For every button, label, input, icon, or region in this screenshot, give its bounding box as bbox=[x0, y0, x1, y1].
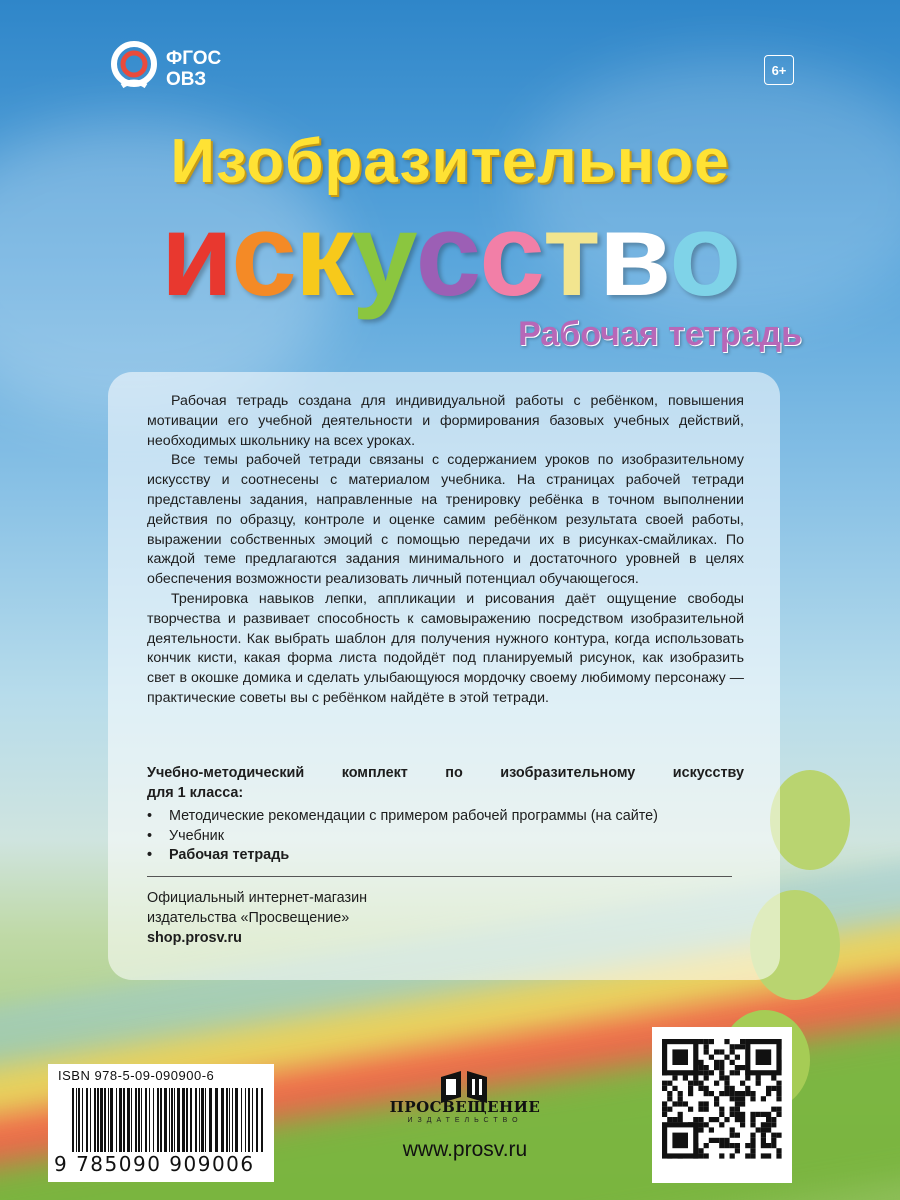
description-paragraph: Все темы рабочей тетради связаны с содержанием уроков по изобразительному искусству и соотнесены с материалом учебника. На страницах рабочей тетради представлены задания, направленные на тренировку ребёнка в точном выполнении действия по образцу, контроле и оценке самим ребёнком результата своей работы, выражении собственных эмоций с помощью передачи их в рисунках-смайликах. По каждой теме предлагаются задания минимального и достаточного уровней в целях обеспечения возможности реализовать личный потенциал обучающегося. bbox=[147, 452, 744, 588]
tree-crown-icon bbox=[770, 770, 850, 870]
description-text bbox=[147, 392, 744, 709]
kit-title-2: для 1 класса: bbox=[147, 784, 244, 801]
title-letter: о bbox=[669, 189, 740, 321]
barcode-bars-icon bbox=[72, 1088, 264, 1152]
kit-item: • Методические рекомендации с примером рабочей программы (на сайте) bbox=[147, 807, 744, 827]
kit-list bbox=[147, 807, 744, 866]
fgos-emblem-icon bbox=[108, 38, 164, 94]
title-letter: т bbox=[542, 189, 599, 321]
title-letter: в bbox=[598, 189, 670, 321]
title-line-1: Изобразительное bbox=[170, 127, 730, 196]
description-paragraph: Рабочая тетрадь создана для индивидуальной работы с ребёнком, повышения мотивации его учебной деятельности и формирования базовых учебных действий, необходимых школьнику на всех уроках. bbox=[147, 393, 744, 449]
publisher-url[interactable]: www.prosv.ru bbox=[402, 1138, 528, 1161]
subtitle: Рабочая тетрадь bbox=[518, 315, 802, 353]
kit-item: • Рабочая тетрадь bbox=[147, 846, 744, 866]
title-letter: и bbox=[160, 189, 232, 321]
description-paragraph: Тренировка навыков лепки, аппликации и рисования даёт ощущение свободы творчества и развивает способность к самовыражению посредством изобразительной деятельности. Как выбрать шаблон для получения нужного контура, когда использовать кончик кисти, какая форма листа подойдёт под планируемый рисунок, как изобразить свет в окошке домика и сделать улыбающуюся мордочку своему любимому персонажу — практические советы вы с ребёнком найдёте в этой тетради. bbox=[147, 590, 744, 706]
kit-section bbox=[147, 764, 744, 866]
shop-link[interactable]: shop.prosv.ru bbox=[147, 930, 242, 946]
badge-line-1: ФГОС bbox=[166, 48, 222, 69]
publisher-name: ПРОСВЕЩЕНИЕ bbox=[389, 1098, 541, 1116]
qr-code-icon[interactable] bbox=[652, 1027, 792, 1183]
divider bbox=[147, 876, 732, 877]
shop-line-2: издательства «Просвещение» bbox=[147, 910, 350, 926]
kit-title: Учебно-методический комплект по изобразительному искусству bbox=[147, 765, 744, 781]
title-letter: с bbox=[415, 189, 480, 321]
title-letter: к bbox=[294, 189, 352, 321]
title-letter: у bbox=[351, 189, 416, 321]
fgos-ovz-logo bbox=[108, 38, 238, 100]
shop-info bbox=[147, 888, 367, 948]
barcode bbox=[48, 1064, 274, 1182]
title-letter: с bbox=[479, 189, 543, 321]
age-rating-badge: 6+ bbox=[764, 55, 794, 85]
title-letter: с bbox=[231, 189, 295, 321]
badge-line-2: ОВЗ bbox=[166, 69, 207, 90]
kit-item: • Учебник bbox=[147, 827, 744, 847]
publisher-subname: ИЗДАТЕЛЬСТВО bbox=[407, 1117, 523, 1124]
shop-line-1: Официальный интернет-магазин bbox=[147, 890, 368, 906]
isbn-label: ISBN 978-5-09-090900-6 bbox=[58, 1068, 215, 1083]
title-line-2 bbox=[0, 190, 900, 320]
barcode-digits: 9 785090 909006 bbox=[54, 1152, 255, 1176]
